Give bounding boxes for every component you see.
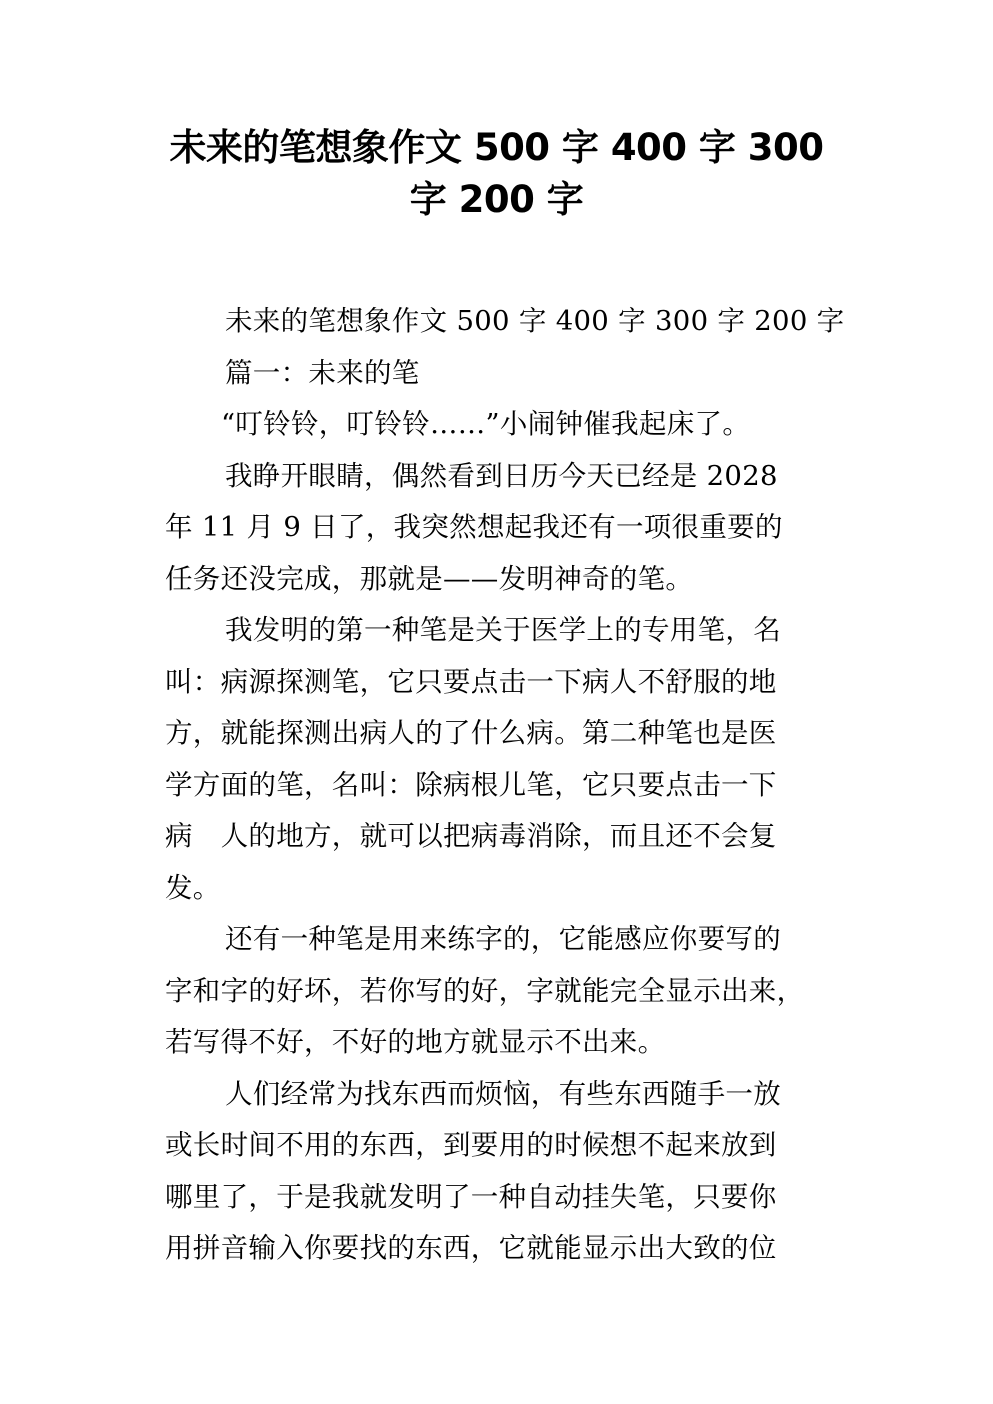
paragraph-line: 我睁开眼睛，偶然看到日历今天已经是 2028 [225, 459, 778, 492]
title-line: 未来的笔想象作文 500 字 400 字 300 [169, 126, 824, 169]
paragraph-line: 若写得不好，不好的地方就显示不出来。 [165, 1026, 666, 1058]
paragraph-line: 发。 [165, 871, 221, 904]
paragraph-line: “叮铃铃，叮铃铃……”小闹钟催我起床了。 [221, 408, 751, 440]
section-heading: 篇一：未来的笔 [225, 356, 420, 389]
paragraph-line: 病 人的地方，就可以把病毒消除，而且还不会复 [165, 820, 777, 852]
paragraph-line: 我发明的第一种笔是关于医学上的专用笔，名 [225, 614, 781, 646]
document-title [150, 122, 843, 225]
paragraph-line: 叫：病源探测笔，它只要点击一下病人不舒服的地 [165, 665, 777, 698]
paragraph-line: 年 11 月 9 日了，我突然想起我还有一项很重要的 [165, 511, 783, 543]
paragraph-line: 或长时间不用的东西，到要用的时候想不起来放到 [165, 1129, 777, 1161]
paragraph-line: 方，就能探测出病人的了什么病。第二种笔也是医 [165, 717, 777, 749]
document-body [165, 296, 845, 1275]
title-line: 字 200 字 [409, 177, 584, 221]
subtitle-line: 未来的笔想象作文 500 字 400 字 300 字 200 字 [225, 305, 845, 337]
paragraph-line: 用拼音输入你要找的东西，它就能显示出大致的位 [165, 1232, 777, 1264]
paragraph-line: 人们经常为找东西而烦恼，有些东西随手一放 [225, 1077, 781, 1110]
paragraph-line: 任务还没完成，那就是——发明神奇的笔。 [165, 562, 694, 595]
paragraph-line: 字和字的好坏，若你写的好，字就能完全显示出来， [165, 974, 805, 1007]
paragraph-line: 哪里了，于是我就发明了一种自动挂失笔，只要你 [165, 1180, 777, 1213]
paragraph-line: 学方面的笔，名叫：除病根儿笔，它只要点击一下 [165, 768, 777, 801]
paragraph-line: 还有一种笔是用来练字的，它能感应你要写的 [225, 923, 781, 955]
